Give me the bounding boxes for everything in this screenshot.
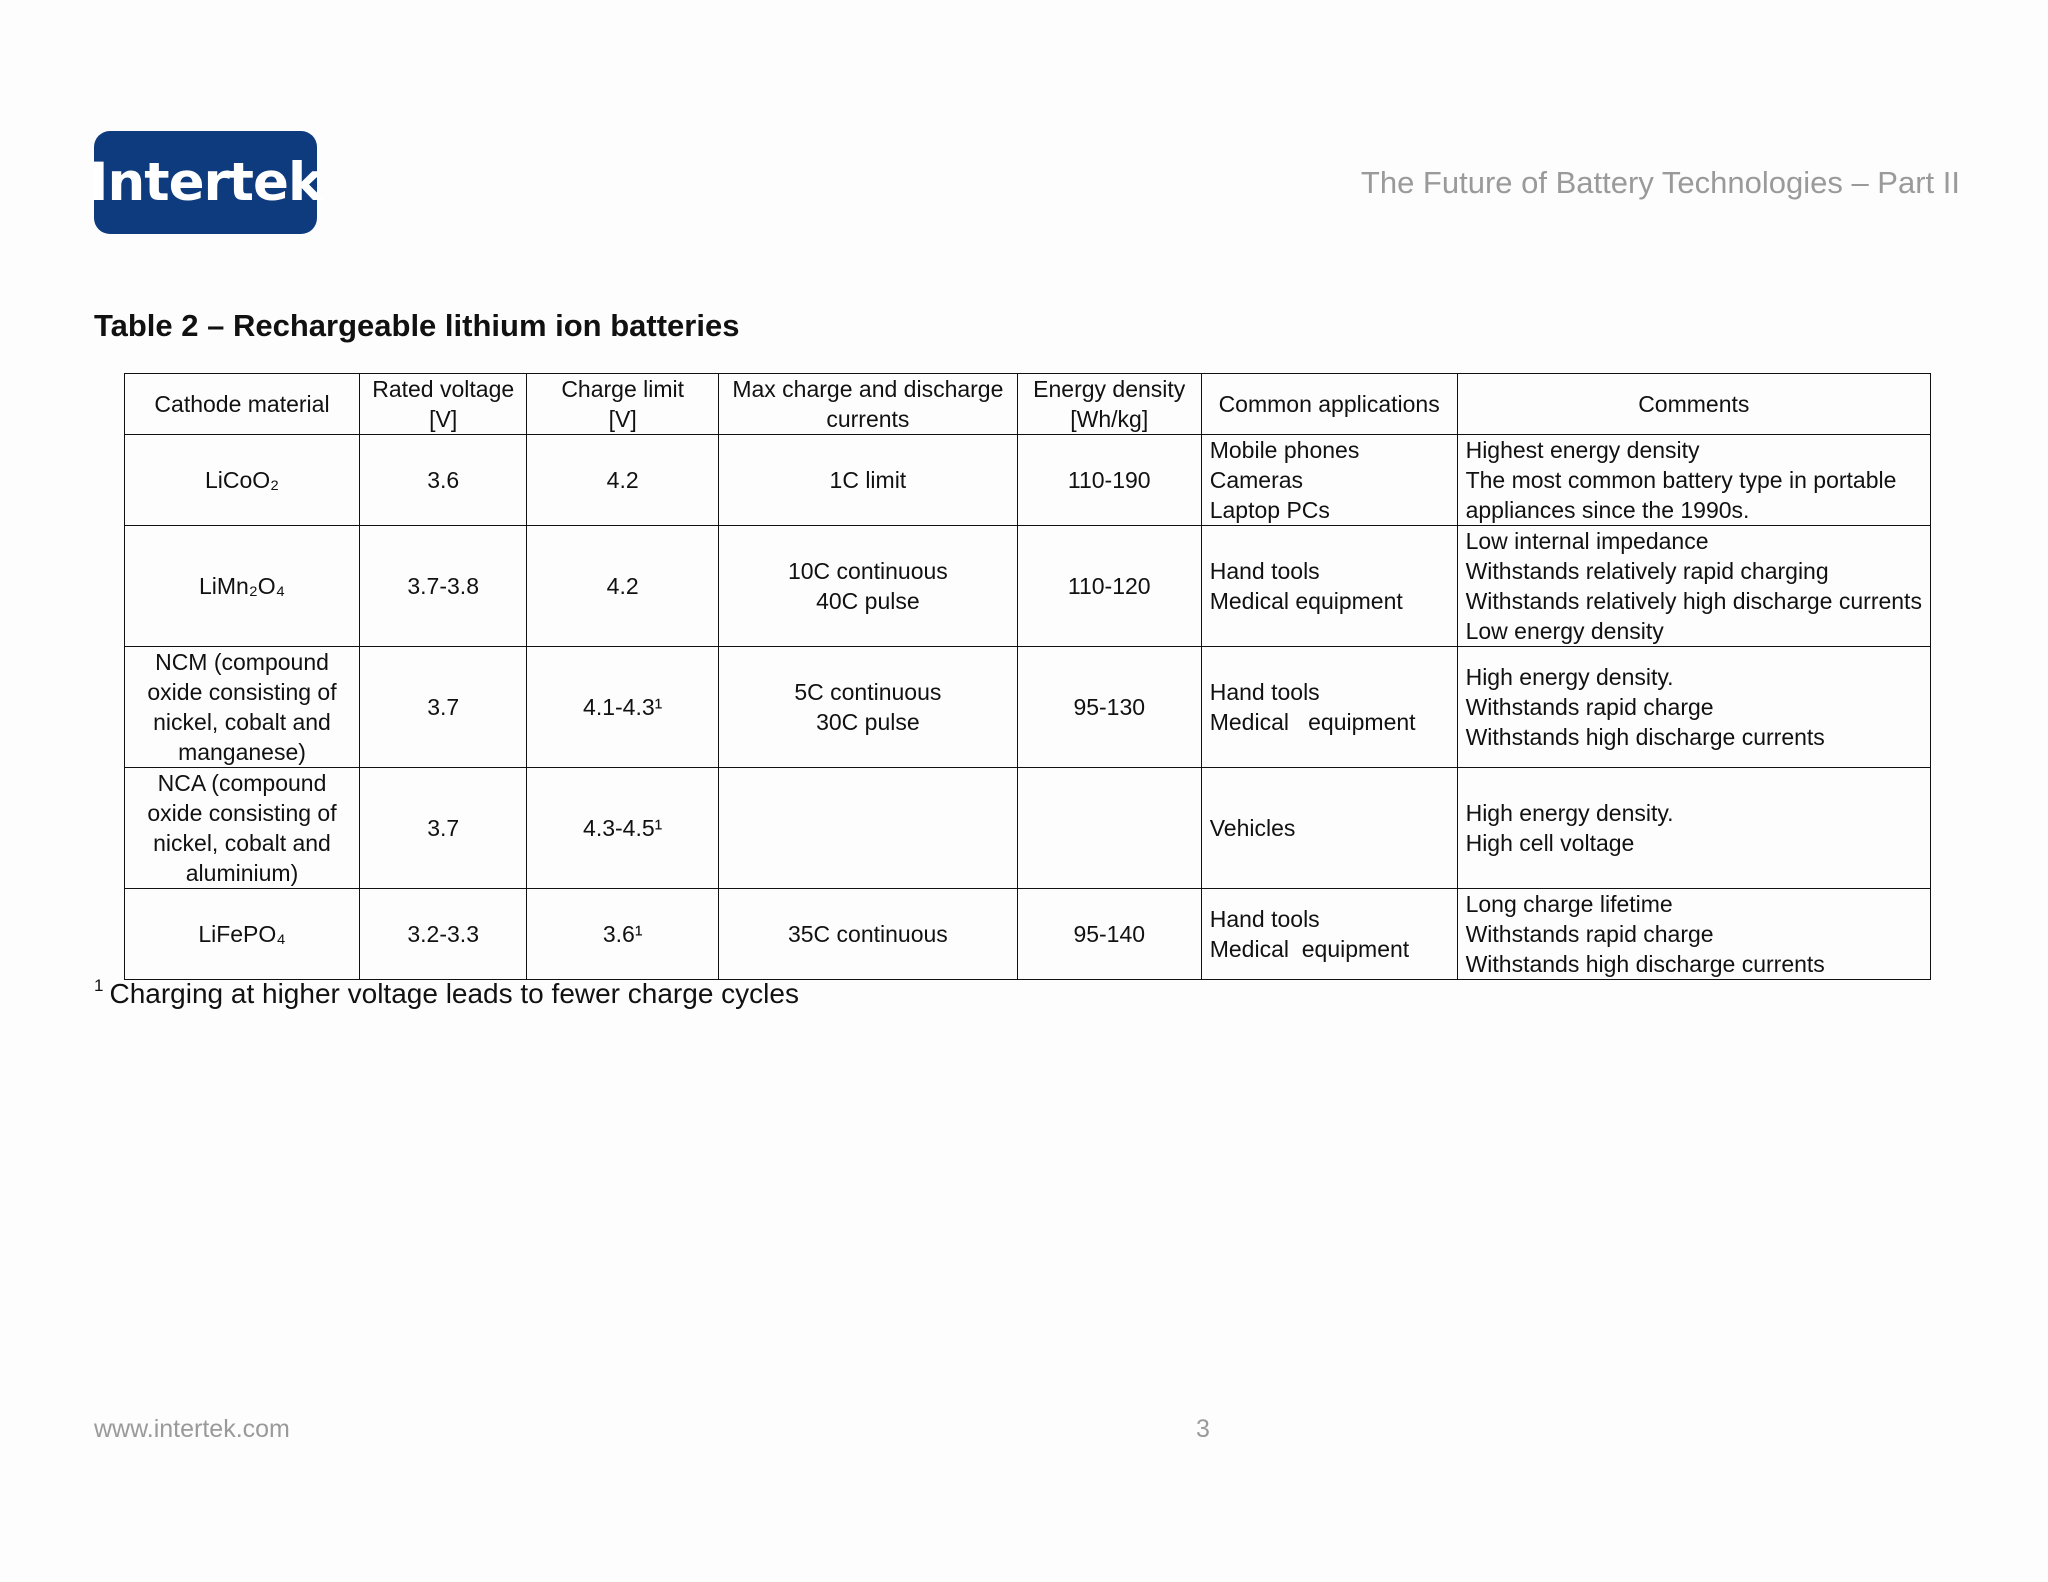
cell-cathode [125, 435, 360, 526]
cell-line: oxide consisting of [147, 679, 337, 705]
column-header [527, 374, 719, 435]
battery-table [124, 373, 1931, 980]
column-header-line: Energy density [1033, 376, 1186, 402]
cell-line: Medical equipment [1209, 588, 1403, 614]
footnote [94, 976, 799, 1010]
cell-line: Medical equipment [1209, 709, 1416, 735]
table-header-row [125, 374, 1931, 435]
cell-line: Medical equipment [1209, 936, 1410, 962]
cell-line: High energy density. [1465, 800, 1674, 826]
cell-currents [718, 526, 1017, 647]
cell-cathode [125, 526, 360, 647]
cell-line: High cell voltage [1465, 830, 1635, 856]
column-header-line: currents [826, 406, 910, 432]
cell-line: Low energy density [1465, 618, 1664, 644]
column-header [718, 374, 1017, 435]
cell-line: 35C continuous [787, 921, 948, 947]
cell-line: High energy density. [1465, 664, 1674, 690]
cell-energy-density: 95-140 [1017, 889, 1201, 980]
cell-line: LiCoO₂ [204, 467, 280, 493]
cell-line: LiMn₂O₄ [198, 573, 286, 599]
cell-comments [1457, 647, 1930, 768]
cell-comments [1457, 768, 1930, 889]
cell-line: Hand tools [1209, 558, 1320, 584]
cell-rated-voltage: 3.2-3.3 [360, 889, 527, 980]
cell-currents [718, 768, 1017, 889]
document-title: The Future of Battery Technologies – Part II [1360, 165, 1960, 200]
cell-energy-density: 95-130 [1017, 647, 1201, 768]
cell-charge-limit: 4.1-4.3¹ [527, 647, 719, 768]
cell-comments [1457, 526, 1930, 647]
table-row [125, 768, 1931, 889]
cell-energy-density: 110-190 [1017, 435, 1201, 526]
column-header [1201, 374, 1457, 435]
table-row [125, 889, 1931, 980]
column-header [125, 374, 360, 435]
column-header-line: Max charge and discharge [732, 376, 1004, 402]
cell-currents [718, 889, 1017, 980]
column-header [360, 374, 527, 435]
column-header [1457, 374, 1930, 435]
cell-line: nickel, cobalt and [153, 709, 331, 735]
logo-text: Intertek [88, 152, 323, 213]
cell-line: oxide consisting of [147, 800, 337, 826]
cell-line: Vehicles [1209, 815, 1296, 841]
cell-charge-limit: 4.2 [527, 435, 719, 526]
cell-energy-density: 110-120 [1017, 526, 1201, 647]
column-header [1017, 374, 1201, 435]
cell-line: Long charge lifetime [1465, 891, 1673, 917]
cell-charge-limit: 4.3-4.5¹ [527, 768, 719, 889]
column-header-line: Comments [1638, 391, 1750, 417]
column-header-line: Common applications [1218, 391, 1440, 417]
cell-line: Low internal impedance [1465, 528, 1709, 554]
cell-line: 30C pulse [816, 709, 920, 735]
cell-applications [1201, 526, 1457, 647]
cell-line: 1C limit [829, 467, 907, 493]
cell-applications [1201, 435, 1457, 526]
cell-line: Withstands relatively rapid charging [1465, 558, 1829, 584]
cell-line: Highest energy density [1465, 437, 1700, 463]
cell-applications [1201, 768, 1457, 889]
cell-line: nickel, cobalt and [153, 830, 331, 856]
cell-line: Withstands rapid charge [1465, 921, 1714, 947]
cell-line: Withstands relatively high discharge currents [1465, 588, 1922, 614]
cell-line: Withstands high discharge currents [1465, 724, 1825, 750]
cell-line: Mobile phones [1209, 437, 1360, 463]
cell-line: Cameras [1209, 467, 1304, 493]
cell-line: LiFePO₄ [198, 921, 286, 947]
cell-line: The most common battery type in portable [1465, 467, 1897, 493]
cell-line: Hand tools [1209, 906, 1320, 932]
table-row [125, 435, 1931, 526]
cell-rated-voltage: 3.7 [360, 647, 527, 768]
footnote-text: Charging at higher voltage leads to fewer charge cycles [109, 978, 799, 1009]
cell-line: appliances since the 1990s. [1465, 497, 1750, 523]
cell-line: 5C continuous [794, 679, 942, 705]
cell-line: Withstands rapid charge [1465, 694, 1714, 720]
column-header-line: Rated voltage [372, 376, 515, 402]
cell-line: NCM (compound [155, 649, 329, 675]
cell-line: 40C pulse [816, 588, 920, 614]
cell-line: Laptop PCs [1209, 497, 1330, 523]
column-header-line: [V] [429, 406, 458, 432]
page-number: 3 [1196, 1415, 1210, 1443]
cell-rated-voltage: 3.7-3.8 [360, 526, 527, 647]
cell-rated-voltage: 3.6 [360, 435, 527, 526]
table-row [125, 647, 1931, 768]
intertek-logo [88, 131, 323, 234]
cell-line: Hand tools [1209, 679, 1320, 705]
cell-line: aluminium) [185, 860, 299, 886]
cell-currents [718, 435, 1017, 526]
cell-cathode [125, 889, 360, 980]
cell-cathode [125, 647, 360, 768]
footnote-marker: 1 [94, 976, 104, 995]
cell-cathode [125, 768, 360, 889]
cell-rated-voltage: 3.7 [360, 768, 527, 889]
cell-charge-limit: 3.6¹ [527, 889, 719, 980]
column-header-line: [Wh/kg] [1070, 406, 1149, 432]
cell-line: manganese) [178, 739, 306, 765]
table-row [125, 526, 1931, 647]
column-header-line: Charge limit [561, 376, 685, 402]
column-header-line: Cathode material [154, 391, 330, 417]
footer-url[interactable]: www.intertek.com [94, 1415, 290, 1443]
cell-comments [1457, 435, 1930, 526]
cell-applications [1201, 647, 1457, 768]
cell-line: 10C continuous [787, 558, 948, 584]
cell-line: Withstands high discharge currents [1465, 951, 1825, 977]
table-title: Table 2 – Rechargeable lithium ion batteries [94, 308, 740, 343]
cell-comments [1457, 889, 1930, 980]
cell-charge-limit: 4.2 [527, 526, 719, 647]
cell-currents [718, 647, 1017, 768]
column-header-line: [V] [608, 406, 637, 432]
cell-line: NCA (compound [157, 770, 327, 796]
cell-energy-density [1017, 768, 1201, 889]
cell-applications [1201, 889, 1457, 980]
